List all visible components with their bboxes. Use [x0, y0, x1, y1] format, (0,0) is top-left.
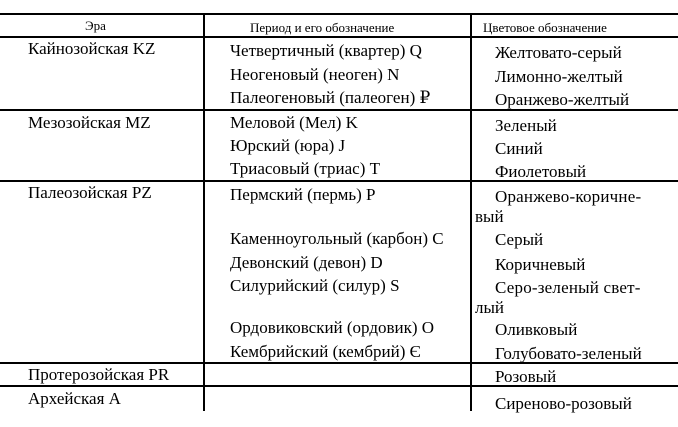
period-jurassic: Юрский (юра) J [230, 136, 346, 155]
rule-pr-bottom [0, 385, 678, 387]
era-kz: Кайнозойская KZ [28, 39, 156, 58]
period-carboniferous: Каменноугольный (карбон) C [230, 229, 444, 248]
period-quaternary: Четвертичный (квартер) Q [230, 41, 422, 60]
rule-col1 [203, 13, 205, 411]
period-neogene: Неогеновый (неоген) N [230, 65, 400, 84]
rule-header-bottom [0, 36, 678, 38]
era-pz: Палеозойская PZ [28, 183, 152, 202]
color-jurassic: Синий [495, 139, 543, 158]
period-devonian: Девонский (девон) D [230, 253, 383, 272]
color-cretaceous: Зеленый [495, 116, 557, 135]
rule-col2 [470, 13, 472, 411]
color-cambrian: Голубовато-зеленый [495, 344, 642, 363]
period-ordovician: Ордовиковский (ордовик) O [230, 318, 435, 337]
era-a: Архейская A [28, 389, 121, 408]
rule-top [0, 13, 678, 15]
header-period: Период и его обозначение [250, 20, 395, 35]
color-permian-line1: Оранжево-коричне- [495, 187, 642, 206]
color-pr: Розовый [495, 367, 557, 386]
era-mz: Мезозойская MZ [28, 113, 151, 132]
header-era: Эра [85, 18, 106, 33]
color-permian-line2: вый [475, 207, 504, 226]
color-carboniferous: Серый [495, 230, 544, 249]
header-color: Цветовое обозначение [483, 20, 607, 35]
color-a: Сиреново-розовый [495, 394, 632, 413]
era-pr: Протерозойская PR [28, 365, 170, 384]
color-neogene: Лимонно-желтый [495, 67, 623, 86]
period-silurian: Силурийский (силур) S [230, 276, 400, 295]
period-paleogene: Палеогеновый (палеоген) ₽ [230, 88, 431, 107]
color-silurian-line1: Серо-зеленый свет- [495, 278, 641, 297]
period-permian: Пермский (пермь) P [230, 185, 376, 204]
color-silurian-line2: лый [475, 298, 505, 317]
period-triassic: Триасовый (триас) T [230, 159, 381, 178]
period-cretaceous: Меловой (Мел) K [230, 113, 358, 132]
color-quaternary: Желтовато-серый [495, 43, 622, 62]
color-triassic: Фиолетовый [495, 162, 587, 181]
color-paleogene: Оранжево-желтый [495, 90, 630, 109]
color-ordovician: Оливковый [495, 320, 578, 339]
color-devonian: Коричневый [495, 255, 586, 274]
period-cambrian: Кембрийский (кембрий) Є [230, 342, 421, 361]
